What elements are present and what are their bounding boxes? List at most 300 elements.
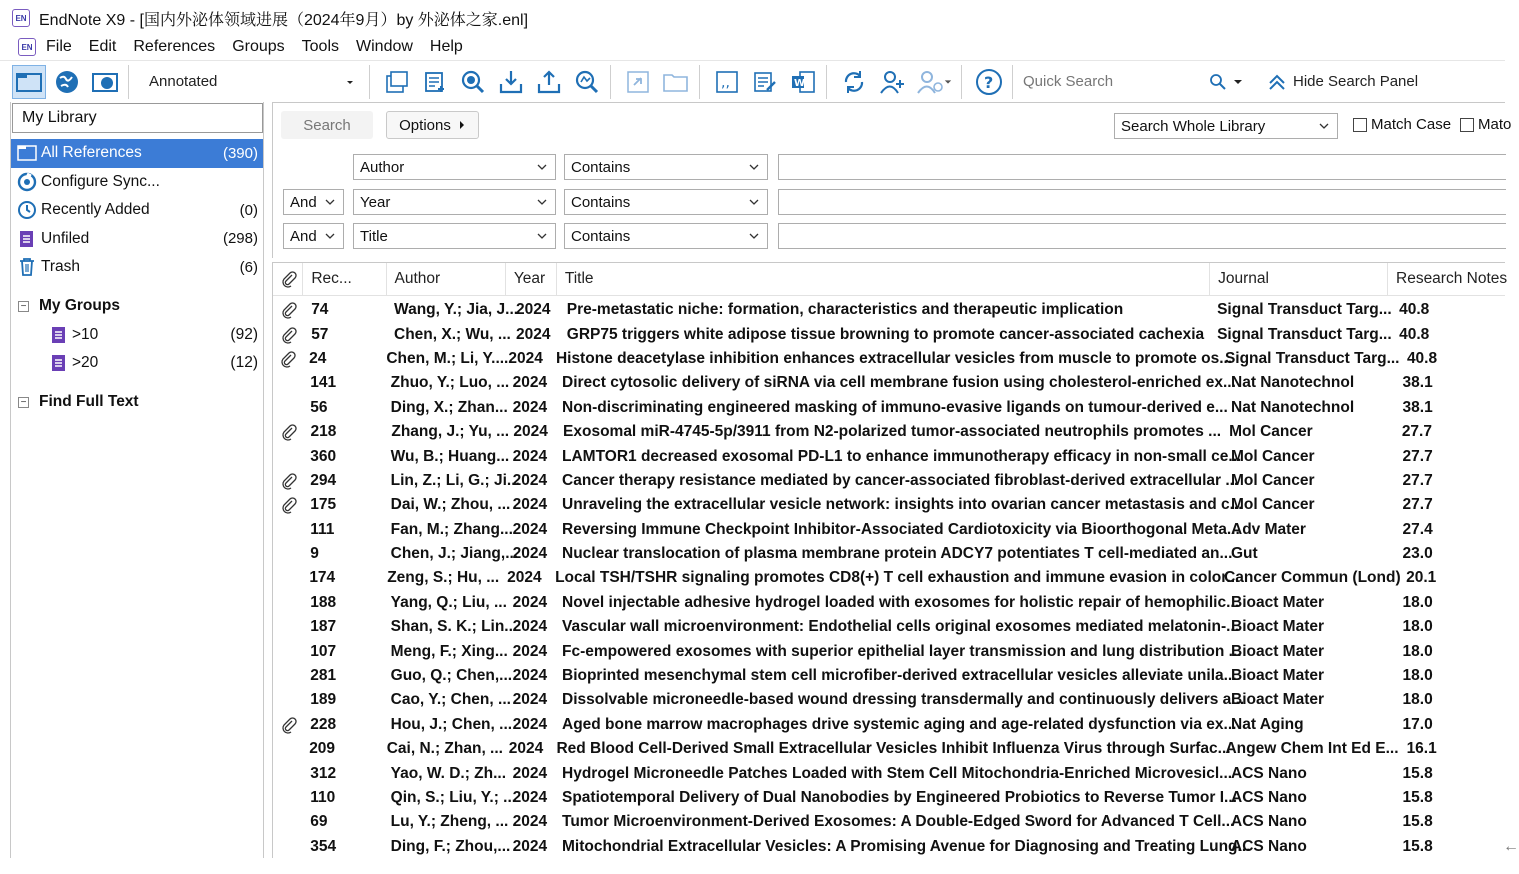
sync-icon (17, 172, 37, 192)
research-notes-cell: 40.8 (1406, 349, 1438, 367)
year-cell: 2024 (512, 374, 548, 392)
search-value-input[interactable] (778, 223, 1506, 249)
toolbar-separator (369, 65, 370, 99)
research-notes-cell: 40.8 (1399, 325, 1430, 343)
endnote-menu-icon[interactable]: EN (18, 38, 36, 56)
research-notes-cell: 18.0 (1402, 642, 1433, 660)
research-notes-cell: 38.1 (1402, 374, 1433, 392)
research-notes-cell: 18.0 (1402, 593, 1433, 611)
record-number-cell: 312 (310, 764, 337, 782)
journal-cell: Signal Transduct Targ... (1217, 325, 1392, 343)
record-number-cell: 174 (309, 569, 336, 587)
search-operator-select[interactable] (564, 223, 768, 249)
match-case-label: Match Case (1371, 116, 1452, 133)
title-cell: Hydrogel Microneedle Patches Loaded with Stem Cell Mitochondria-Enriched Microvesicl... (562, 764, 1233, 782)
local-library-mode-icon[interactable] (12, 65, 46, 99)
toolbar-separator (128, 65, 129, 99)
quick-search-dropdown-icon[interactable] (1233, 77, 1243, 87)
record-number-cell: 218 (310, 423, 337, 441)
record-number-cell: 110 (310, 789, 336, 806)
group-item-count: (92) (230, 325, 258, 343)
search-operator-value: Contains (571, 227, 631, 245)
toolbar-separator (826, 65, 827, 99)
sidebar-item-label: Trash (41, 258, 81, 276)
record-number-cell: 188 (310, 593, 337, 611)
table-row[interactable] (273, 518, 1505, 542)
table-row[interactable] (273, 591, 1505, 615)
menu-tools[interactable]: Tools (301, 38, 340, 55)
record-number-cell: 281 (310, 667, 337, 685)
research-notes-cell: 27.4 (1402, 520, 1433, 538)
table-row[interactable] (273, 469, 1505, 493)
title-cell: Aged bone marrow macrophages drive systemic aging and age-related dysfunction via ex... (562, 715, 1237, 733)
table-row[interactable] (273, 322, 1505, 346)
group-icon (17, 229, 37, 249)
journal-cell: ACS Nano (1231, 764, 1307, 782)
return-to-word-icon[interactable] (786, 65, 820, 99)
author-cell: Zhang, J.; Yu, ... (391, 423, 510, 441)
record-number-cell: 9 (310, 545, 319, 563)
research-notes-cell: 27.7 (1401, 423, 1432, 441)
main-toolbar (0, 60, 1505, 102)
journal-cell: ACS Nano (1231, 837, 1307, 855)
sidebar-item-label: Recently Added (41, 201, 150, 219)
table-row[interactable] (273, 639, 1505, 663)
journal-cell: ACS Nano (1231, 789, 1307, 806)
sidebar-item-unfiled[interactable] (11, 225, 263, 254)
search-scope-select[interactable] (1114, 113, 1338, 139)
table-row[interactable] (273, 566, 1505, 590)
author-cell: Guo, Q.; Chen,... (390, 667, 513, 685)
title-cell: Tumor Microenvironment-Derived Exosomes: A Double-Edged Sword for Advanced T Cell... (562, 813, 1235, 831)
menu-groups[interactable]: Groups (232, 38, 285, 55)
title-cell: Direct cytosolic delivery of siRNA via cell membrane fusion using cholesterol-enriched ex... (562, 374, 1236, 392)
author-cell: Shan, S. K.; Lin... (390, 618, 518, 636)
journal-cell: Bioact Mater (1231, 618, 1325, 636)
year-cell: 2024 (512, 715, 548, 733)
author-cell: Dai, W.; Zhou, ... (390, 496, 511, 514)
chevron-down-icon (537, 231, 547, 241)
record-number-cell: 209 (309, 740, 336, 758)
year-cell: 2024 (512, 691, 548, 709)
chevron-down-icon (749, 231, 759, 241)
record-number-cell: 175 (310, 496, 337, 514)
title-cell: Non-discriminating engineered masking of immuno-evasive ligands on tumour-derived e... (562, 398, 1228, 416)
sidebar-item-label: Unfiled (41, 229, 90, 247)
research-notes-cell: 27.7 (1402, 447, 1433, 465)
menu-help[interactable]: Help (429, 38, 463, 55)
title-cell: LAMTOR1 decreased exosomal PD-L1 to enhance immunotherapy efficacy in non-small ce... (562, 447, 1242, 465)
title-cell: Dissolvable microneedle-based wound dressing transdermally and continuously delivers a... (562, 691, 1245, 709)
year-cell: 2024 (512, 618, 548, 636)
research-notes-cell: 40.8 (1399, 301, 1430, 319)
research-notes-cell: 17.0 (1402, 715, 1433, 733)
group-item-gt20[interactable] (11, 349, 263, 378)
collapse-icon[interactable]: − (18, 301, 29, 312)
match-words-checkbox[interactable] (1460, 116, 1511, 133)
menu-file[interactable]: File (46, 38, 72, 55)
checkbox-box (1460, 118, 1474, 132)
author-cell: Cao, Y.; Chen, ... (390, 691, 511, 709)
hide-search-panel-label: Hide Search Panel (1293, 73, 1419, 90)
toolbar-separator (961, 65, 962, 99)
journal-cell: Gut (1231, 545, 1258, 563)
search-connector-select[interactable] (283, 189, 344, 215)
table-row[interactable] (273, 786, 1505, 810)
search-scope-value: Search Whole Library (1121, 117, 1266, 135)
record-number-cell: 56 (310, 398, 328, 416)
record-number-cell: 107 (310, 642, 337, 660)
journal-cell: Cancer Commun (Lond) (1224, 569, 1401, 587)
chevron-down-icon (325, 197, 335, 207)
search-field-select[interactable] (353, 223, 556, 249)
sync-icon[interactable] (837, 65, 871, 99)
menu-window[interactable]: Window (356, 38, 413, 55)
title-cell: Exosomal miR-4745-5p/3911 from N2-polarized tumor-associated neutrophils promotes ... (563, 423, 1222, 441)
window-title: EndNote X9 - [国内外泌体领域进展（2024年9月）by 外泌体之家.enl] (39, 11, 529, 29)
checkbox-box (1353, 118, 1367, 132)
open-link-icon[interactable] (621, 65, 655, 99)
journal-cell: Nat Aging (1231, 715, 1304, 733)
group-icon (49, 325, 69, 345)
groups-pane (10, 102, 264, 858)
record-number-cell: 74 (311, 301, 329, 319)
title-cell: Mitochondrial Extracellular Vesicles: A Promising Avenue for Diagnosing and Treating Lung... (562, 837, 1251, 855)
scroll-left-arrow-icon[interactable]: ← (1503, 838, 1519, 855)
year-cell: 2024 (512, 447, 548, 465)
search-connector-value: And (290, 193, 317, 211)
year-cell: 2024 (512, 471, 548, 489)
author-cell: Cai, N.; Zhan, ... (386, 740, 503, 758)
online-search-icon[interactable] (456, 65, 490, 99)
sidebar-item-count: (6) (239, 258, 258, 276)
title-cell: Novel injectable adhesive hydrogel loaded with exosomes for holistic repair of hemophilic... (562, 593, 1239, 611)
find-full-text-label: Find Full Text (39, 393, 139, 410)
journal-cell: Bioact Mater (1231, 691, 1325, 709)
open-file-icon[interactable] (659, 65, 693, 99)
research-notes-cell: 18.0 (1402, 667, 1433, 685)
sidebar-item-all-references[interactable] (11, 139, 263, 168)
research-notes-cell: 20.1 (1406, 569, 1437, 587)
options-label: Options (399, 116, 451, 134)
table-row[interactable] (273, 298, 1505, 322)
title-cell: Pre-metastatic niche: formation, characteristics and therapeutic implication (566, 301, 1124, 319)
title-cell: Local TSH/TSHR signaling promotes CD8(+) T cell exhaustion and immune evasion in color... (555, 569, 1240, 587)
match-words-label: Mato (1478, 116, 1512, 133)
paperclip-icon (273, 717, 302, 733)
svg-text:,,: ,, (721, 74, 730, 91)
chevron-down-icon (537, 162, 547, 172)
table-row[interactable] (273, 444, 1505, 468)
paperclip-icon (273, 351, 301, 367)
table-row[interactable] (273, 835, 1505, 859)
svg-text:?: ? (984, 72, 994, 92)
title-cell: Spatiotemporal Delivery of Dual Nanobodies by Engineered Probiotics to Reverse Tumor I... (562, 789, 1237, 806)
search-operator-select[interactable] (564, 189, 768, 215)
column-header-year[interactable]: Year (506, 263, 557, 296)
journal-cell: Mol Cancer (1231, 447, 1315, 465)
year-cell: 2024 (512, 667, 548, 685)
insert-citation-icon[interactable] (710, 65, 744, 99)
journal-cell: Nat Nanotechnol (1231, 374, 1355, 392)
record-number-cell: 141 (310, 374, 337, 392)
author-cell: Wang, Y.; Jia, J... (394, 301, 519, 319)
toolbar-separator (699, 65, 700, 99)
help-icon[interactable] (972, 65, 1006, 99)
record-number-cell: 69 (310, 813, 328, 831)
table-row[interactable] (273, 347, 1505, 371)
menu-bar (0, 34, 480, 60)
record-number-cell: 111 (310, 520, 335, 538)
search-operator-value: Contains (571, 193, 631, 211)
record-number-cell: 294 (310, 471, 337, 489)
record-number-cell: 360 (310, 447, 337, 465)
column-header-author[interactable]: Author (387, 263, 506, 296)
author-cell: Fan, M.; Zhang... (390, 520, 513, 538)
paperclip-icon (273, 473, 302, 489)
chevron-down-icon (944, 78, 952, 86)
record-number-cell: 228 (310, 715, 337, 733)
year-cell: 2024 (512, 398, 548, 416)
table-row[interactable] (273, 542, 1505, 566)
author-cell: Wu, B.; Huang... (390, 447, 510, 465)
search-connector-select[interactable] (283, 223, 344, 249)
chevron-down-icon (325, 231, 335, 241)
format-bibliography-icon[interactable] (748, 65, 782, 99)
research-notes-cell: 15.8 (1402, 813, 1433, 831)
table-row[interactable] (273, 737, 1505, 761)
chevron-down-icon (749, 197, 759, 207)
year-cell: 2024 (512, 520, 548, 538)
my-groups-header[interactable] (11, 292, 263, 321)
search-connector-value: And (290, 227, 317, 245)
year-cell: 2024 (513, 423, 548, 441)
chevron-down-icon (345, 77, 355, 87)
journal-cell: ACS Nano (1231, 813, 1307, 831)
search-value-input[interactable] (778, 189, 1506, 215)
table-body (273, 296, 1505, 859)
column-header-attachment[interactable] (273, 263, 303, 296)
online-search-mode-icon[interactable] (50, 65, 84, 99)
table-row[interactable] (273, 761, 1505, 785)
table-row[interactable] (273, 688, 1505, 712)
author-cell: Zeng, S.; Hu, ... (387, 569, 500, 587)
activity-feed-icon[interactable] (913, 65, 955, 99)
author-cell: Chen, M.; Li, Y.... (386, 349, 509, 367)
chevron-down-icon (537, 197, 547, 207)
endnote-app-icon: EN (12, 9, 30, 27)
group-item-label: >10 (72, 325, 99, 343)
research-notes-cell: 15.8 (1402, 764, 1433, 782)
journal-cell: Bioact Mater (1231, 642, 1325, 660)
record-number-cell: 354 (310, 837, 337, 855)
sidebar-item-label: Configure Sync... (41, 172, 160, 190)
title-cell: Nuclear translocation of plasma membrane protein ADCY7 potentiates T cell-mediated an... (562, 545, 1233, 563)
search-operator-select[interactable] (564, 154, 768, 180)
table-row[interactable] (273, 371, 1505, 395)
quick-search-input[interactable]: Quick Search (1023, 73, 1114, 90)
author-cell: Ding, X.; Zhan... (390, 398, 508, 416)
sidebar-item-configure-sync[interactable] (11, 168, 263, 197)
find-full-text-header[interactable] (11, 388, 263, 417)
year-cell: 2024 (512, 545, 548, 563)
table-row[interactable] (273, 810, 1505, 834)
search-operator-value: Contains (571, 158, 631, 176)
year-cell: 2024 (507, 569, 542, 587)
group-item-label: >20 (72, 354, 99, 372)
title-cell: Unraveling the extracellular vesicle network: insights into ovarian cancer metastasis and c... (562, 496, 1243, 514)
sidebar-item-count: (298) (222, 230, 258, 248)
paperclip-icon (273, 302, 303, 318)
search-field-select[interactable] (353, 189, 556, 215)
integrated-library-mode-icon[interactable] (88, 65, 122, 99)
export-icon[interactable] (532, 65, 566, 99)
journal-cell: Mol Cancer (1231, 471, 1315, 489)
chevron-down-icon (1319, 121, 1329, 131)
sidebar-item-recently-added[interactable] (11, 196, 263, 225)
year-cell: 2024 (512, 496, 548, 514)
table-row[interactable] (273, 664, 1505, 688)
research-notes-cell: 18.0 (1402, 618, 1433, 636)
library-selector[interactable]: My Library (12, 103, 263, 133)
search-panel (272, 102, 1512, 258)
new-reference-icon[interactable] (418, 65, 452, 99)
table-header (273, 263, 1508, 296)
paperclip-icon (273, 327, 303, 343)
library-icon (17, 143, 37, 163)
reference-list (272, 262, 1508, 858)
author-cell: Chen, J.; Jiang,... (390, 545, 519, 563)
find-full-text-icon[interactable] (570, 65, 604, 99)
output-style-value: Annotated (149, 73, 218, 90)
options-button[interactable] (386, 111, 479, 139)
clock-icon (17, 200, 37, 220)
year-cell: 2024 (512, 789, 548, 806)
research-notes-cell: 16.1 (1406, 740, 1437, 758)
column-header-title[interactable]: Title (557, 263, 1210, 296)
search-field-select[interactable] (353, 154, 556, 180)
toolbar-separator (610, 65, 611, 99)
paperclip-icon (273, 424, 302, 440)
search-field-value: Title (360, 227, 388, 245)
search-field-value: Year (360, 193, 391, 211)
chevron-down-icon (749, 162, 759, 172)
author-cell: Hou, J.; Chen, ... (390, 715, 513, 733)
hide-search-panel-button[interactable] (1267, 73, 1418, 91)
year-cell: 2024 (516, 301, 551, 319)
sidebar-item-trash[interactable] (11, 253, 263, 282)
research-notes-cell: 38.1 (1402, 398, 1433, 416)
research-notes-cell: 18.0 (1402, 691, 1433, 709)
author-cell: Lin, Z.; Li, G.; Ji... (390, 471, 520, 489)
search-icon[interactable] (1209, 73, 1227, 91)
year-cell: 2024 (508, 740, 544, 758)
title-bar (0, 0, 1518, 36)
group-icon (49, 353, 69, 373)
chevron-right-icon (458, 120, 466, 130)
research-notes-cell: 27.7 (1402, 471, 1433, 489)
year-cell: 2024 (512, 642, 548, 660)
record-number-cell: 187 (310, 618, 337, 636)
group-item-gt10[interactable] (11, 321, 263, 350)
table-row[interactable] (273, 420, 1505, 444)
year-cell: 2024 (508, 349, 543, 367)
search-field-value: Author (360, 158, 405, 176)
copy-to-library-icon[interactable] (380, 65, 414, 99)
toolbar-separator (1012, 65, 1013, 99)
journal-cell: Signal Transduct Targ... (1217, 301, 1392, 319)
search-value-input[interactable] (778, 154, 1506, 180)
year-cell: 2024 (516, 325, 551, 343)
research-notes-cell: 15.8 (1402, 837, 1433, 855)
record-number-cell: 189 (310, 691, 337, 709)
column-header-research-notes[interactable]: Research Notes (1396, 270, 1508, 287)
output-style-select[interactable] (141, 69, 363, 95)
title-cell: Red Blood Cell-Derived Small Extracellular Vesicles Inhibit Influenza Virus through Surfac... (556, 740, 1231, 758)
author-cell: Qin, S.; Liu, Y.; ... (390, 789, 517, 806)
journal-cell: Mol Cancer (1231, 496, 1315, 514)
paperclip-icon (281, 271, 297, 287)
year-cell: 2024 (512, 764, 548, 782)
author-cell: Yao, W. D.; Zh... (390, 764, 507, 782)
journal-cell: Bioact Mater (1231, 667, 1325, 685)
journal-cell: Adv Mater (1231, 520, 1306, 538)
menu-edit[interactable]: Edit (88, 38, 117, 55)
author-cell: Ding, F.; Zhou,... (390, 837, 511, 855)
my-groups-label: My Groups (39, 297, 120, 314)
sidebar-item-count: (390) (222, 144, 258, 162)
svg-text:W: W (794, 77, 806, 89)
title-cell: Cancer therapy resistance mediated by cancer-associated fibroblast-derived extracellular ... (562, 471, 1239, 489)
table-row[interactable] (273, 493, 1505, 517)
sidebar-item-label: All References (41, 144, 142, 162)
table-row[interactable] (273, 615, 1505, 639)
research-notes-cell: 27.7 (1402, 496, 1433, 514)
record-number-cell: 57 (311, 325, 329, 343)
year-cell: 2024 (512, 813, 548, 831)
author-cell: Yang, Q.; Liu, ... (390, 593, 507, 611)
share-library-icon[interactable] (875, 65, 909, 99)
record-number-cell: 24 (309, 349, 327, 367)
match-case-checkbox[interactable] (1353, 116, 1451, 133)
collapse-icon[interactable]: − (18, 397, 29, 408)
double-chevron-up-icon (1267, 73, 1287, 91)
author-cell: Lu, Y.; Zheng, ... (390, 813, 509, 831)
title-cell: Histone deacetylase inhibition enhances extracellular vesicles from muscle to promote os... (555, 349, 1233, 367)
author-cell: Meng, F.; Xing... (390, 642, 508, 660)
title-cell: Fc-empowered exosomes with superior epithelial layer transmission and lung distribution ... (562, 642, 1242, 660)
column-header-journal[interactable]: Journal (1210, 263, 1388, 296)
trash-icon (17, 257, 37, 277)
import-icon[interactable] (494, 65, 528, 99)
column-header-record-number[interactable]: Rec... (303, 263, 386, 296)
journal-cell: Bioact Mater (1231, 593, 1325, 611)
journal-cell: Signal Transduct Targ... (1224, 349, 1400, 367)
journal-cell: Nat Nanotechnol (1231, 398, 1355, 416)
search-button[interactable]: Search (281, 111, 373, 139)
menu-references[interactable]: References (133, 38, 216, 55)
table-row[interactable] (273, 396, 1505, 420)
journal-cell: Angew Chem Int Ed E... (1225, 740, 1399, 758)
table-row[interactable] (273, 713, 1505, 737)
title-cell: Reversing Immune Checkpoint Inhibitor-Associated Cardiotoxicity via Bioorthogonal Meta... (562, 520, 1240, 538)
title-cell: Bioprinted mesenchymal stem cell microfiber-derived extracellular vesicles alleviate unila... (562, 667, 1237, 685)
author-cell: Zhuo, Y.; Luo, ... (390, 374, 510, 392)
author-cell: Chen, X.; Wu, ... (394, 325, 511, 343)
year-cell: 2024 (512, 837, 548, 855)
research-notes-cell: 15.8 (1402, 789, 1433, 806)
journal-cell: Mol Cancer (1229, 423, 1313, 441)
